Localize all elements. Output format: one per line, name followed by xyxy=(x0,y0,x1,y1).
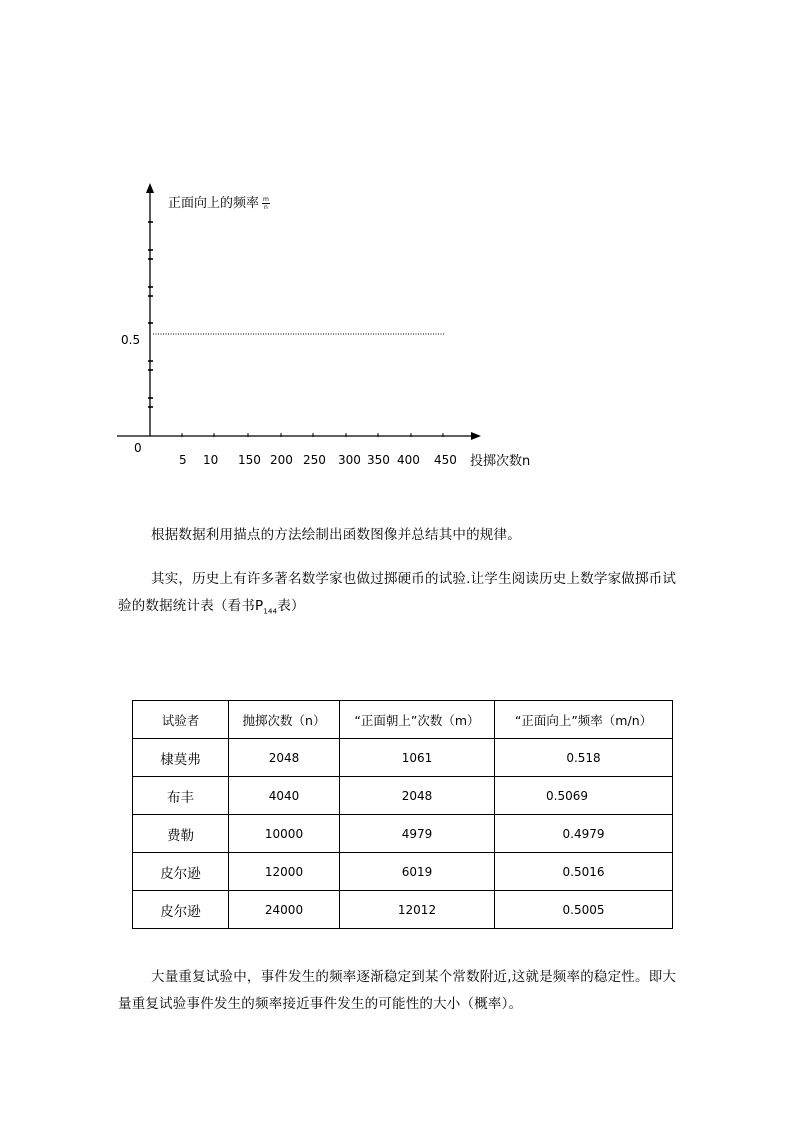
table-row xyxy=(133,853,673,891)
table-cell: 0.5069 xyxy=(495,777,673,815)
x-tick-label: 5 xyxy=(179,453,187,467)
frequency-fraction xyxy=(262,196,270,211)
table-cell: 12000 xyxy=(229,853,340,891)
paragraph-history-end: 表） xyxy=(277,598,305,614)
header-cell: 试验者 xyxy=(133,701,229,739)
table-cell: 10000 xyxy=(229,815,340,853)
header-cell: 抛掷次数（n） xyxy=(229,701,340,739)
table-cell: 4979 xyxy=(340,815,495,853)
table-cell: 费勒 xyxy=(133,815,229,853)
table-cell: 4040 xyxy=(229,777,340,815)
table-cell: 0.5016 xyxy=(495,853,673,891)
table-cell: 2048 xyxy=(340,777,495,815)
y-axis-title xyxy=(168,192,270,211)
table-cell: 0.5005 xyxy=(495,891,673,929)
table-header-row xyxy=(133,701,673,739)
header-cell: “正面向上”频率（m/n） xyxy=(495,701,673,739)
fraction-numerator: m xyxy=(263,196,269,203)
x-tick-label: 300 xyxy=(338,453,361,467)
page-subscript: 144 xyxy=(263,607,278,616)
table-cell: 6019 xyxy=(340,853,495,891)
origin-label: 0 xyxy=(134,441,142,455)
table-row xyxy=(133,891,673,929)
frequency-graph xyxy=(0,0,794,480)
fraction-denominator: n xyxy=(264,204,268,211)
x-tick-label: 10 xyxy=(203,453,219,467)
table-row xyxy=(133,777,673,815)
x-tick-label: 450 xyxy=(434,453,457,467)
y-axis-label: 正面向上的频率 xyxy=(168,196,260,211)
x-axis-label: 投掷次数n xyxy=(470,454,531,469)
paragraph-conclusion: 大量重复试验中，事件发生的频率逐渐稳定到某个常数附近,这就是频率的稳定性。即大量重复试验事件发生的频率接近事件发生的可能性的大小（概率）。 xyxy=(118,969,677,1012)
y-axis-arrow xyxy=(146,183,154,193)
y-mark-label: 0.5 xyxy=(121,333,141,347)
table-cell: 皮尔逊 xyxy=(133,853,229,891)
table-cell: 皮尔逊 xyxy=(133,891,229,929)
x-tick-label: 350 xyxy=(367,453,390,467)
x-tick-label: 150 xyxy=(238,453,261,467)
paragraph-method: 根据数据利用描点的方法绘制出函数图像并总结其中的规律。 xyxy=(151,527,521,543)
header-cell: “正面朝上”次数（m） xyxy=(340,701,495,739)
paragraph-history xyxy=(118,566,678,626)
paragraph-history-text: 其实，历史上有许多著名数学家也做过掷硬币的试验.让学生阅读历史上数学家做掷币试验的数据统计表（看书P xyxy=(118,571,677,614)
table-cell: 0.518 xyxy=(495,739,673,777)
x-tick-label: 250 xyxy=(303,453,326,467)
x-axis-arrow xyxy=(471,432,481,440)
coin-toss-table xyxy=(132,700,673,929)
x-tick-label: 400 xyxy=(397,453,420,467)
table-cell: 布丰 xyxy=(133,777,229,815)
table-row xyxy=(133,815,673,853)
table-cell: 2048 xyxy=(229,739,340,777)
table-cell: 12012 xyxy=(340,891,495,929)
table-row xyxy=(133,739,673,777)
table-cell: 1061 xyxy=(340,739,495,777)
x-tick-label: 200 xyxy=(270,453,293,467)
table-cell: 24000 xyxy=(229,891,340,929)
table-cell: 棣莫弗 xyxy=(133,739,229,777)
x-tick-labels xyxy=(179,453,457,467)
table-cell: 0.4979 xyxy=(495,815,673,853)
